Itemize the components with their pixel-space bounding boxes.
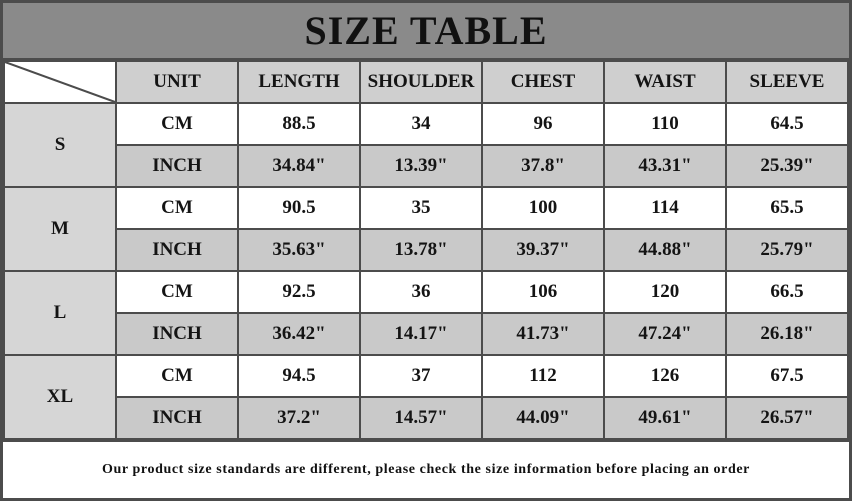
note-bar — [3, 440, 849, 498]
value-shoulder: 13.78" — [360, 229, 482, 271]
size-label-s: S — [4, 103, 116, 187]
value-sleeve: 26.18" — [726, 313, 848, 355]
value-length: 92.5 — [238, 271, 360, 313]
table-row — [4, 187, 848, 229]
value-shoulder: 34 — [360, 103, 482, 145]
corner-diagonal-cell — [4, 61, 116, 103]
unit-cell: CM — [116, 271, 238, 313]
value-chest: 37.8" — [482, 145, 604, 187]
unit-cell: INCH — [116, 397, 238, 439]
table-row — [4, 145, 848, 187]
value-sleeve: 66.5 — [726, 271, 848, 313]
value-length: 35.63" — [238, 229, 360, 271]
value-shoulder: 14.17" — [360, 313, 482, 355]
size-note: Our product size standards are different, please check the size information before placing an order — [101, 462, 750, 477]
value-sleeve: 65.5 — [726, 187, 848, 229]
value-length: 94.5 — [238, 355, 360, 397]
value-chest: 112 — [482, 355, 604, 397]
size-table — [3, 60, 849, 440]
unit-cell: INCH — [116, 145, 238, 187]
title-bar — [3, 3, 849, 60]
value-length: 90.5 — [238, 187, 360, 229]
table-row — [4, 313, 848, 355]
value-length: 36.42" — [238, 313, 360, 355]
value-waist: 110 — [604, 103, 726, 145]
value-chest: 96 — [482, 103, 604, 145]
value-shoulder: 14.57" — [360, 397, 482, 439]
value-shoulder: 35 — [360, 187, 482, 229]
value-waist: 114 — [604, 187, 726, 229]
value-chest: 106 — [482, 271, 604, 313]
value-chest: 39.37" — [482, 229, 604, 271]
unit-cell: CM — [116, 103, 238, 145]
value-waist: 43.31" — [604, 145, 726, 187]
unit-cell: CM — [116, 355, 238, 397]
table-row — [4, 103, 848, 145]
size-label-m: M — [4, 187, 116, 271]
value-waist: 47.24" — [604, 313, 726, 355]
column-header-sleeve: SLEEVE — [726, 61, 848, 103]
value-length: 34.84" — [238, 145, 360, 187]
value-length: 88.5 — [238, 103, 360, 145]
column-header-shoulder: SHOULDER — [360, 61, 482, 103]
table-row — [4, 397, 848, 439]
value-shoulder: 37 — [360, 355, 482, 397]
value-waist: 44.88" — [604, 229, 726, 271]
size-label-l: L — [4, 271, 116, 355]
value-sleeve: 64.5 — [726, 103, 848, 145]
value-sleeve: 25.79" — [726, 229, 848, 271]
value-chest: 44.09" — [482, 397, 604, 439]
table-row — [4, 355, 848, 397]
size-label-xl: XL — [4, 355, 116, 439]
column-header-unit: UNIT — [116, 61, 238, 103]
table-row — [4, 271, 848, 313]
unit-cell: INCH — [116, 313, 238, 355]
column-header-waist: WAIST — [604, 61, 726, 103]
value-sleeve: 25.39" — [726, 145, 848, 187]
diagonal-line-icon — [5, 62, 115, 102]
value-chest: 41.73" — [482, 313, 604, 355]
unit-cell: INCH — [116, 229, 238, 271]
value-sleeve: 67.5 — [726, 355, 848, 397]
value-waist: 126 — [604, 355, 726, 397]
column-header-length: LENGTH — [238, 61, 360, 103]
value-waist: 120 — [604, 271, 726, 313]
unit-cell: CM — [116, 187, 238, 229]
value-chest: 100 — [482, 187, 604, 229]
table-row — [4, 229, 848, 271]
table-header-row — [4, 61, 848, 103]
value-shoulder: 13.39" — [360, 145, 482, 187]
value-shoulder: 36 — [360, 271, 482, 313]
page-title: SIZE TABLE — [304, 8, 548, 53]
value-length: 37.2" — [238, 397, 360, 439]
value-sleeve: 26.57" — [726, 397, 848, 439]
column-header-chest: CHEST — [482, 61, 604, 103]
value-waist: 49.61" — [604, 397, 726, 439]
